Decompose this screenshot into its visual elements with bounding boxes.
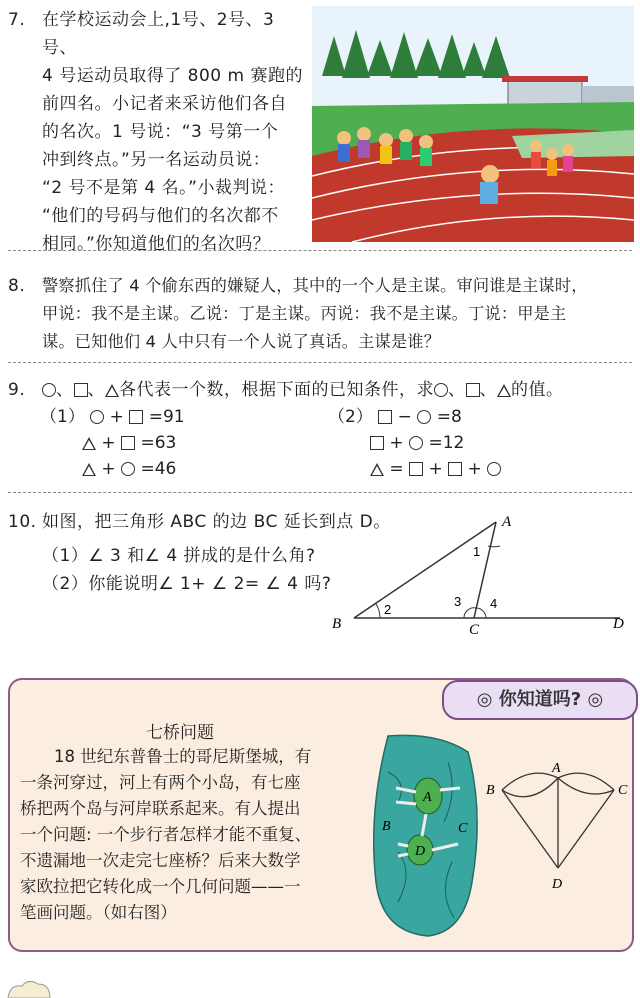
seven-bridges-title: 七桥问题 [146, 723, 214, 743]
graph-label-D: D [552, 877, 563, 892]
equation-value: =63 [140, 433, 177, 453]
q10-line: 如图，把三角形 ABC 的边 BC 延长到点 D。 [42, 512, 391, 532]
race-track-illustration [312, 6, 634, 242]
para-line: 家欧拉把它转化成一个几何问题——一 [20, 877, 301, 896]
para-line: 笔画问题。（如右图） [20, 903, 177, 922]
triangle-symbol [370, 463, 384, 476]
square-symbol [129, 410, 143, 424]
konigsberg-map [368, 732, 484, 938]
circle-symbol [42, 383, 56, 397]
map-label-A: A [423, 790, 432, 805]
label-C: C [469, 622, 480, 636]
q7-line: 4 号运动员取得了 800 m 赛跑的 [42, 66, 303, 86]
q7-line: 相同。”你知道他们的名次吗？ [42, 234, 271, 254]
q9-part1-eq2: + =63 [82, 430, 176, 456]
q9-number: 9. [8, 380, 26, 400]
square-symbol [370, 436, 384, 450]
q9-intro-text: 各代表一个数，根据下面的已知条件，求 [119, 380, 434, 400]
angle-3: 3 [454, 594, 462, 609]
q8-number: 8. [8, 276, 26, 296]
equation-value: =46 [140, 459, 177, 479]
circle-symbol [90, 410, 104, 424]
q9-part2-eq2: + =12 [370, 430, 464, 456]
q8-line: 甲说：我不是主谋。乙说：丁是主谋。丙说：我不是主谋。丁说：甲是主 [42, 304, 567, 323]
para-line: 18 世纪东普鲁士的哥尼斯堡城，有 [54, 747, 312, 766]
triangle-diagram [330, 508, 630, 636]
circle-symbol [409, 436, 423, 450]
para-line: 不遗漏地一次走完七座桥？后来大数学 [20, 851, 301, 870]
triangle-symbol [497, 384, 511, 397]
equation-value: =91 [148, 407, 185, 427]
cloud-decoration [4, 978, 54, 998]
equation-value: =8 [436, 407, 462, 427]
map-label-B: B [382, 819, 391, 834]
euler-graph [484, 758, 630, 898]
did-you-know-label: 你知道吗? [498, 689, 582, 710]
circle-symbol [434, 383, 448, 397]
q7-line: “他们的号码与他们的名次都不 [42, 206, 279, 226]
q8-line: 谋。已知他们 4 人中只有一个人说了真话。主谋是谁？ [42, 332, 441, 351]
square-symbol [74, 383, 88, 397]
part-label: （2） [328, 407, 373, 427]
ring-icon: ◎ [587, 689, 604, 710]
q9-part1: （1） + =91 [40, 407, 185, 427]
label-B: B [332, 616, 342, 632]
square-symbol [409, 462, 423, 476]
triangle-symbol [105, 384, 119, 397]
divider [8, 492, 632, 493]
triangle-symbol [82, 463, 96, 476]
q7-line: 前四名。小记者来采访他们各自 [42, 94, 287, 114]
q7-text [42, 6, 307, 258]
q9-part1-eq3: + =46 [82, 456, 176, 482]
q7-line: 冲到终点。”另一名运动员说： [42, 150, 271, 170]
q7-line: 在学校运动会上,1号、2号、3号、 [42, 10, 275, 58]
q7-line: “2 号不是第 4 名。”小裁判说： [42, 178, 285, 198]
divider [8, 362, 632, 363]
graph-label-C: C [618, 783, 628, 798]
q9-part2: （2） − =8 [328, 407, 462, 427]
q10-number: 10. [8, 512, 37, 532]
square-symbol [466, 383, 480, 397]
square-symbol [448, 462, 462, 476]
ring-icon: ◎ [476, 689, 493, 710]
angle-2: 2 [384, 602, 392, 617]
q10-sub2: （2）你能说明∠ 1+ ∠ 2= ∠ 4 吗? [42, 574, 332, 594]
circle-symbol [121, 462, 135, 476]
q9-part2-eq3: = + + [370, 456, 501, 482]
graph-label-A: A [552, 761, 561, 776]
q7-number: 7. [8, 10, 26, 30]
para-line: 桥把两个岛与河岸联系起来。有人提出 [20, 799, 301, 818]
label-D: D [613, 616, 624, 632]
label-A: A [502, 514, 512, 530]
q8-text [42, 272, 638, 356]
triangle-symbol [82, 437, 96, 450]
q7-line: 的名次。1 号说：“3 号第一个 [42, 122, 279, 142]
map-label-D: D [415, 844, 426, 859]
seven-bridges-text [20, 744, 360, 926]
q9-intro-end: 的值。 [511, 380, 564, 400]
angle-4: 4 [490, 596, 498, 611]
graph-label-B: B [486, 783, 495, 798]
square-symbol [121, 436, 135, 450]
q8-line: 警察抓住了 4 个偷东西的嫌疑人，其中的一个人是主谋。审问谁是主谋时， [42, 276, 588, 295]
square-symbol [378, 410, 392, 424]
para-line: 一条河穿过，河上有两个小岛，有七座 [20, 773, 301, 792]
part-label: （1） [40, 407, 85, 427]
divider [8, 250, 632, 251]
circle-symbol [417, 410, 431, 424]
map-label-C: C [458, 821, 468, 836]
circle-symbol [487, 462, 501, 476]
equation-value: =12 [428, 433, 465, 453]
para-line: 一个问题: 一个步行者怎样才能不重复、 [20, 825, 312, 844]
q10-sub1: （1）∠ 3 和∠ 4 拼成的是什么角? [42, 546, 316, 566]
angle-1: 1 [473, 544, 481, 559]
did-you-know-tag [442, 680, 638, 720]
q9-intro: 、 、 各代表一个数，根据下面的已知条件，求 、 、 的值。 [42, 376, 564, 404]
